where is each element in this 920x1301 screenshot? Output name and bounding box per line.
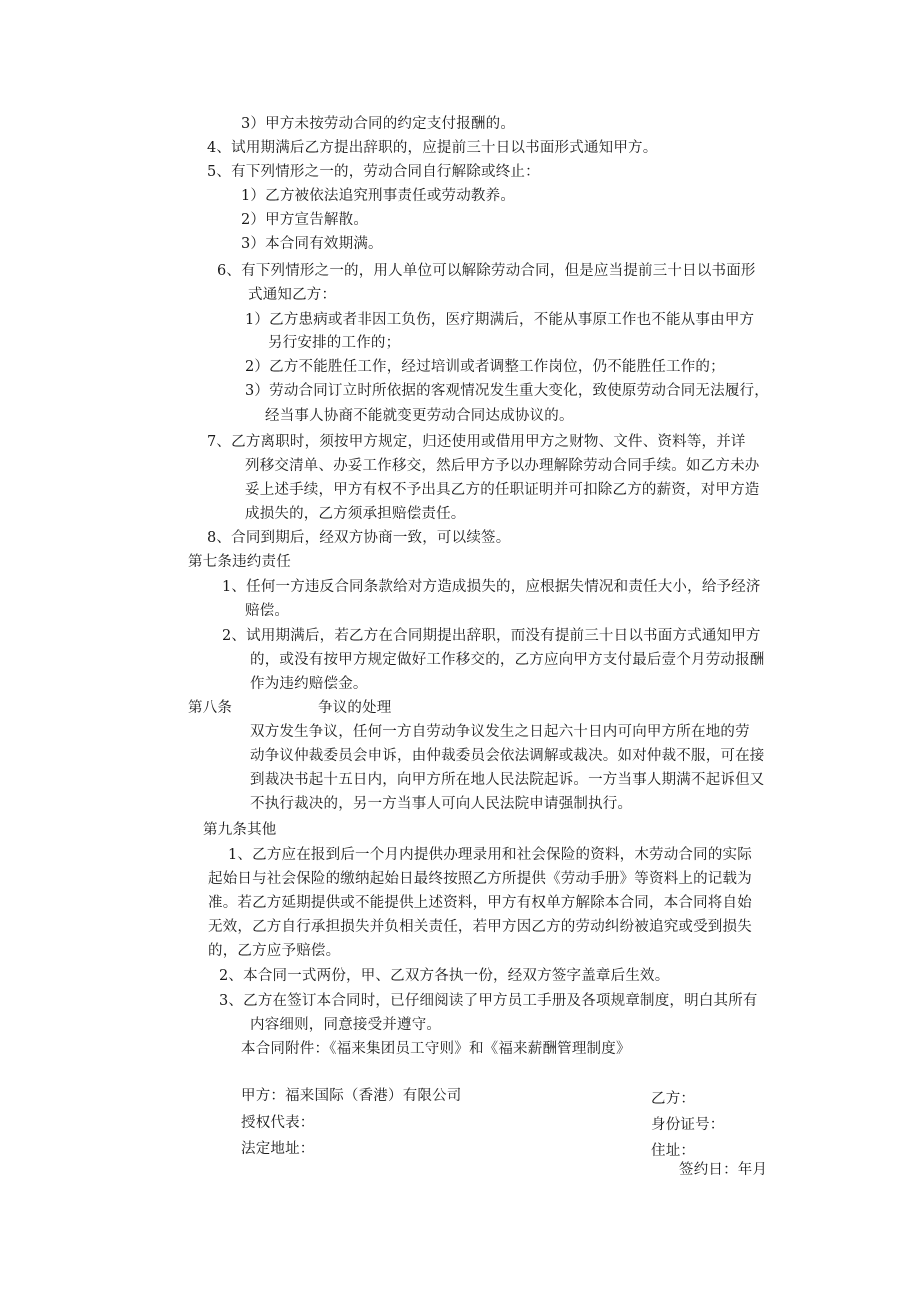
clause-9-3-cont: 内容细则，同意接受并遵守。: [250, 1017, 442, 1033]
clause-9-1-cont4: 的，乙方应予赔偿。: [208, 943, 341, 959]
id-number: 身份证号：: [651, 1117, 725, 1133]
clause-7-1-cont: 赔偿。: [245, 603, 290, 619]
clause-9-1-cont3: 无效，乙方自行承担损失并负相关责任，若甲方因乙方的劳动纠纷被追究或受到损失: [208, 919, 752, 935]
clause-6-8: 8、合同到期后，经双方协商一致，可以续签。: [207, 530, 511, 546]
article-8-title: 争议的处理: [318, 700, 392, 716]
clause-6-6: 6、有下列情形之一的，用人单位可以解除劳动合同，但是应当提前三十日以书面形: [217, 263, 756, 279]
party-b: 乙方：: [651, 1091, 696, 1107]
clause-7-2-cont2: 作为违约赔偿金。: [250, 676, 368, 692]
clause-6-6-2: 2）乙方不能胜任工作，经过培训或者调整工作岗位，仍不能胜任工作的；: [245, 359, 725, 375]
clause-6-6-3-cont: 经当事人协商不能就变更劳动合同达成协议的。: [265, 408, 574, 424]
clause-6-6-1: 1）乙方患病或者非因工负伤，医疗期满后，不能从事原工作也不能从事由甲方: [245, 312, 755, 328]
clause-6-5-3: 3）本合同有效期满。: [241, 236, 383, 252]
clause-9-1: 1、乙方应在报到后一个月内提供办理录用和社会保险的资料，木劳动合同的实际: [228, 847, 752, 863]
attachments-line: 本合同附件：《福来集团员工守则》和《福来薪酬管理制度》: [241, 1041, 631, 1057]
clause-7-2: 2、试用期满后，若乙方在合同期提出辞职，而没有提前三十日以书面方式通知甲方: [222, 628, 761, 644]
clause-6-4: 4、试用期满后乙方提出辞职的，应提前三十日以书面形式通知甲方。: [207, 140, 658, 156]
clause-6-3-3: 3）甲方未按劳动合同的约定支付报酬的。: [241, 116, 516, 132]
clause-6-7-cont1: 列移交清单、办妥工作移交，然后甲方予以办理解除劳动合同手续。如乙方未办: [245, 458, 760, 474]
clause-6-7: 7、乙方离职时，须按甲方规定，归还使用或借用甲方之财物、文件、资料等，并详: [207, 434, 746, 450]
clause-6-6-3: 3）劳动合同订立时所依据的客观情况发生重大变化，致使原劳动合同无法履行，: [245, 383, 769, 399]
legal-address: 法定地址：: [241, 1141, 315, 1157]
authorized-representative: 授权代表：: [241, 1115, 315, 1131]
clause-6-5: 5、有下列情形之一的，劳动合同自行解除或终止：: [207, 164, 540, 180]
clause-7-2-cont1: 的，或没有按甲方规定做好工作移交的，乙方应向甲方支付最后壹个月劳动报酬: [250, 652, 765, 668]
clause-9-1-cont1: 起始日与社会保险的缴纳起始日最终按照乙方所提供《劳动手册》等资料上的记载为: [208, 871, 752, 887]
article-8-para1: 双方发生争议，任何一方自劳动争议发生之日起六十日内可向甲方所在地的劳: [250, 724, 750, 740]
party-a: 甲方：福来国际（香港）有限公司: [241, 1088, 462, 1104]
clause-6-7-cont3: 成损失的，乙方须承担赔偿责任。: [245, 506, 466, 522]
clause-9-1-cont2: 准。若乙方延期提供或不能提供上述资料，甲方有权单方解除本合同，本合同将自始: [208, 895, 752, 911]
article-8-para3: 到裁决书起十五日内，向甲方所在地人民法院起诉。一方当事人期满不起诉但又: [250, 772, 765, 788]
clause-7-1: 1、任何一方违反合同条款给对方造成损失的，应根据失情况和责任大小，给予经济: [222, 579, 761, 595]
clause-6-6-cont: 式通知乙方：: [248, 287, 337, 303]
clause-9-3: 3、乙方在签订本合同时，已仔细阅读了甲方员工手册及各项规章制度，明白其所有: [219, 993, 758, 1009]
article-9-heading: 第九条其他: [203, 822, 277, 838]
article-8-para4: 不执行裁决的，另一方当事人可向人民法院申请强制执行。: [250, 796, 633, 812]
clause-6-6-1-cont: 另行安排的工作的；: [268, 335, 401, 351]
signing-date: 签约日：年月: [679, 1162, 768, 1178]
clause-9-2: 2、本合同一式两份，甲、乙双方各执一份，经双方签字盖章后生效。: [219, 968, 670, 984]
clause-6-7-cont2: 妥上述手续，甲方有权不予出具乙方的任职证明并可扣除乙方的薪资，对甲方造: [245, 482, 760, 498]
article-8-heading: 第八条: [188, 700, 233, 716]
clause-6-5-2: 2）甲方宣告解散。: [241, 212, 369, 228]
clause-6-5-1: 1）乙方被依法追究刑事责任或劳动教养。: [241, 188, 516, 204]
article-8-para2: 动争议仲裁委员会申诉，由仲裁委员会依法调解或裁决。如对仲裁不服，可在接: [250, 748, 765, 764]
address: 住址：: [651, 1143, 696, 1159]
article-7-heading: 第七条违约责任: [188, 554, 291, 570]
